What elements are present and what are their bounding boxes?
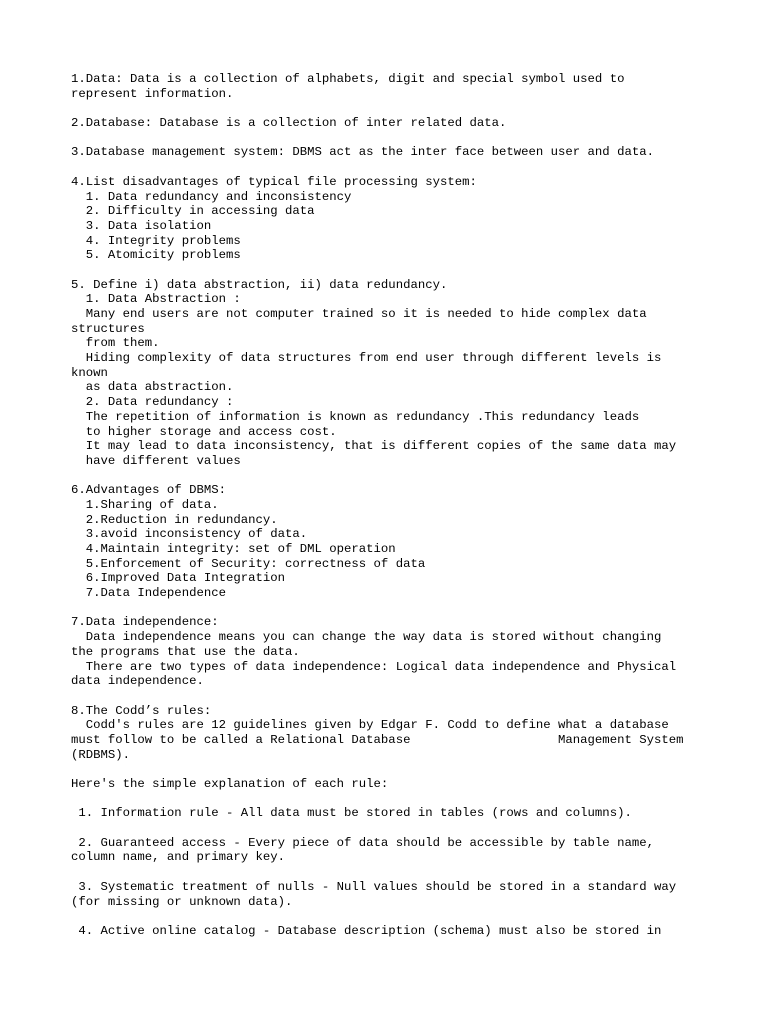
blank-line [71, 601, 711, 616]
text-line: have different values [71, 453, 241, 468]
blank-line [71, 263, 711, 278]
text-line: 7.Data independence: [71, 615, 219, 630]
blank-line [71, 909, 711, 924]
text-line: 8.The Codd’s rules: [71, 703, 212, 718]
text-line: 2.Database: Database is a collection of inter related data. [71, 116, 507, 131]
text-line: The repetition of information is known as redundancy .This redundancy leads [71, 409, 640, 424]
text-line: structures [71, 321, 145, 336]
text-line: 3.Database management system: DBMS act as the inter face between user and data. [71, 145, 654, 160]
text-line: 2. Guaranteed access - Every piece of data should be accessible by table name, [71, 835, 654, 850]
text-line: 5. Atomicity problems [71, 248, 241, 263]
text-line: 1. Data Abstraction : [71, 292, 241, 307]
text-line: 2.Reduction in redundancy. [71, 512, 278, 527]
text-line: Here's the simple explanation of each rule: [71, 777, 389, 791]
text-line: 2. Difficulty in accessing data [71, 204, 315, 219]
text-line: Hiding complexity of data structures from end user through different levels is [71, 351, 662, 366]
text-line: 1. Information rule - All data must be stored in tables (rows and columns). [71, 806, 632, 821]
text-line: must follow to be called a Relational Database Management System [71, 732, 684, 747]
text-line: 5.Enforcement of Security: correctness of data [71, 556, 426, 571]
blank-line [71, 160, 711, 175]
text-line: (for missing or unknown data). [71, 894, 293, 909]
blank-line [71, 821, 711, 836]
text-line: to higher storage and access cost. [71, 424, 337, 439]
text-line: 2. Data redundancy : [71, 395, 234, 410]
text-line: 4.Maintain integrity: set of DML operation [71, 542, 396, 556]
text-line: 7.Data Independence [71, 586, 226, 601]
text-line: It may lead to data inconsistency, that is different copies of the same data may [71, 439, 677, 454]
blank-line [71, 101, 711, 116]
text-line: 1. Data redundancy and inconsistency [71, 189, 352, 204]
text-line: There are two types of data independence: Logical data independence and Physical [71, 659, 677, 674]
text-line: 6.Improved Data Integration [71, 571, 286, 586]
text-line: 3.avoid inconsistency of data. [71, 527, 308, 542]
text-line: Data independence means you can change the way data is stored without changing [71, 630, 662, 645]
text-line: column name, and primary key. [71, 850, 286, 865]
text-line: 1.Sharing of data. [71, 497, 219, 512]
blank-line [71, 689, 711, 704]
text-line: as data abstraction. [71, 380, 234, 395]
text-line: known [71, 365, 108, 380]
document-body [71, 72, 711, 939]
text-line: the programs that use the data. [71, 644, 300, 659]
text-line: represent information. [71, 86, 234, 101]
text-line: 6.Advantages of DBMS: [71, 483, 226, 498]
text-line: 4.List disadvantages of typical file processing system: [71, 174, 477, 189]
blank-line [71, 469, 711, 484]
text-line: 3. Systematic treatment of nulls - Null values should be stored in a standard way [71, 879, 677, 894]
blank-line [71, 865, 711, 880]
blank-line [71, 762, 711, 777]
text-line: (RDBMS). [71, 747, 131, 762]
blank-line [71, 792, 711, 807]
blank-line [71, 131, 711, 146]
text-line: Codd's rules are 12 guidelines given by Edgar F. Codd to define what a database [71, 718, 669, 733]
text-line: data independence. [71, 674, 204, 689]
text-line: 4. Integrity problems [71, 233, 241, 248]
text-line: 1.Data: Data is a collection of alphabets, digit and special symbol used to [71, 72, 625, 86]
text-line: 4. Active online catalog - Database description (schema) must also be stored in [71, 923, 662, 938]
text-line: 5. Define i) data abstraction, ii) data redundancy. [71, 277, 448, 292]
text-line: 3. Data isolation [71, 218, 212, 233]
text-line: Many end users are not computer trained so it is needed to hide complex data [71, 307, 647, 321]
text-line: from them. [71, 336, 160, 351]
